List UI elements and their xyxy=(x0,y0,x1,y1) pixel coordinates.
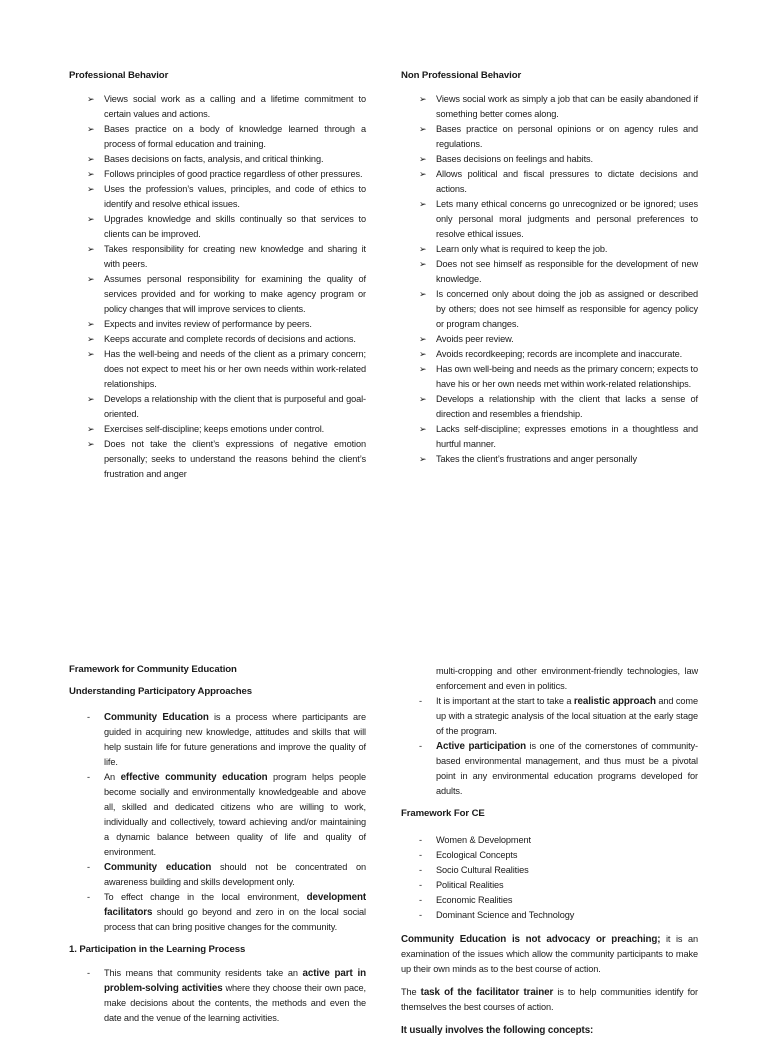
arrow-bullet-icon: ➢ xyxy=(87,334,95,344)
list-item-text: is one of the cornerstones of community-based environmental management, and thus must be a pivotal point in any environmental education programs developed for adults. xyxy=(436,741,698,796)
list-item xyxy=(401,167,698,197)
list-item-text: Socio Cultural Realities xyxy=(436,865,529,875)
arrow-bullet-icon: ➢ xyxy=(419,289,427,299)
list-item-text: Avoids peer review. xyxy=(436,334,514,344)
dash-marker: - xyxy=(87,892,90,902)
bold-term: It usually involves the following concepts: xyxy=(401,1025,594,1036)
dash-marker: - xyxy=(87,772,90,782)
list-item-text: Does not take the client’s expressions of negative emotion personally; seeks to understand the reasons behind the client’s frustration and anger xyxy=(104,439,366,479)
list-item-text: Women & Development xyxy=(436,835,531,845)
arrow-bullet-icon: ➢ xyxy=(419,244,427,254)
arrow-bullet-icon: ➢ xyxy=(87,214,95,224)
list-item xyxy=(401,257,698,287)
concepts-paragraph xyxy=(401,1023,698,1038)
list-item-text: Keeps accurate and complete records of decisions and actions. xyxy=(104,334,356,344)
list-item-text: Learn only what is required to keep the job. xyxy=(436,244,608,254)
arrow-bullet-icon: ➢ xyxy=(419,124,427,134)
arrow-bullet-icon: ➢ xyxy=(419,334,427,344)
dash-marker: - xyxy=(419,865,422,875)
list-item xyxy=(69,122,366,152)
arrow-bullet-icon: ➢ xyxy=(419,454,427,464)
bold-term: Community Education xyxy=(104,712,209,723)
list-item-text: Avoids recordkeeping; records are incomplete and inaccurate. xyxy=(436,349,683,359)
list-item xyxy=(69,966,366,1026)
list-item-text: Uses the profession’s values, principles, and code of ethics to identify and resolve ethical issues. xyxy=(104,184,366,209)
list-item xyxy=(401,848,698,863)
list-item-text: Develops a relationship with the client that lacks a sense of direction and resembles a friendship. xyxy=(436,394,698,419)
list-item xyxy=(401,92,698,122)
list-item-text: Has own well-being and needs as the primary concern; expects to have his or her own needs met within work-related relationships. xyxy=(436,364,698,389)
list-item xyxy=(401,863,698,878)
list-item xyxy=(401,739,698,799)
arrow-bullet-icon: ➢ xyxy=(87,184,95,194)
list-item xyxy=(69,272,366,317)
community-education-column xyxy=(69,664,366,1026)
list-item-text: It is important at the start to take a xyxy=(436,696,574,706)
list-item-text: Bases decisions on facts, analysis, and critical thinking. xyxy=(104,154,324,164)
community-education-list xyxy=(69,710,366,935)
list-item xyxy=(401,287,698,332)
list-item-text: Follows principles of good practice regardless of other pressures. xyxy=(104,169,363,179)
professional-behavior-column xyxy=(69,70,366,482)
list-item-text: Economic Realities xyxy=(436,895,513,905)
non-professional-behavior-heading: Non Professional Behavior xyxy=(401,70,522,81)
list-item-text: Takes the client’s frustrations and anger personally xyxy=(436,454,637,464)
list-item-text: Has the well-being and needs of the client as a primary concern; does not expect to meet his or her own needs within work-related relationships. xyxy=(104,349,366,389)
advocacy-paragraph xyxy=(401,932,698,977)
dash-marker: - xyxy=(419,835,422,845)
list-item xyxy=(69,860,366,890)
professional-behavior-list xyxy=(69,92,366,482)
list-item xyxy=(69,422,366,437)
list-item-text: where they choose their own pace, make decisions about the contents, the methods and even the date and the venue of the learning activities. xyxy=(104,983,366,1023)
arrow-bullet-icon: ➢ xyxy=(419,94,427,104)
list-item xyxy=(401,347,698,362)
list-item xyxy=(69,770,366,860)
bold-term: active part in problem-solving activities xyxy=(104,968,366,994)
participation-heading: 1. Participation in the Learning Process xyxy=(69,944,246,955)
list-item-text: This means that community residents take an xyxy=(104,968,303,978)
arrow-bullet-icon: ➢ xyxy=(419,424,427,434)
list-item-text: Upgrades knowledge and skills continually so that services to clients can be improved. xyxy=(104,214,366,239)
arrow-bullet-icon: ➢ xyxy=(419,394,427,404)
arrow-bullet-icon: ➢ xyxy=(87,394,95,404)
list-item xyxy=(401,197,698,242)
list-item xyxy=(401,833,698,848)
list-item-text: Allows political and fiscal pressures to dictate decisions and actions. xyxy=(436,169,698,194)
list-item-text: Exercises self-discipline; keeps emotions under control. xyxy=(104,424,325,434)
list-item-text: Does not see himself as responsible for the development of new knowledge. xyxy=(436,259,698,284)
list-item-text: multi-cropping and other environment-friendly technologies, law enforcement and even in politics. xyxy=(436,666,698,691)
list-item xyxy=(401,332,698,347)
non-professional-behavior-list xyxy=(401,92,698,467)
participatory-heading: Understanding Participatory Approaches xyxy=(69,686,252,697)
arrow-bullet-icon: ➢ xyxy=(87,274,95,284)
arrow-bullet-icon: ➢ xyxy=(87,124,95,134)
list-item xyxy=(401,122,698,152)
list-item xyxy=(69,437,366,482)
arrow-bullet-icon: ➢ xyxy=(87,424,95,434)
list-item xyxy=(69,167,366,182)
list-item xyxy=(401,694,698,739)
arrow-bullet-icon: ➢ xyxy=(87,169,95,179)
arrow-bullet-icon: ➢ xyxy=(87,154,95,164)
arrow-bullet-icon: ➢ xyxy=(419,349,427,359)
dash-marker: - xyxy=(419,895,422,905)
list-item xyxy=(69,392,366,422)
dash-marker: - xyxy=(419,696,422,706)
arrow-bullet-icon: ➢ xyxy=(87,94,95,104)
list-item-text: Assumes personal responsibility for examining the quality of services provided and for working to make agency program or policy changes that will improve services to clients. xyxy=(104,274,366,314)
dash-marker: - xyxy=(419,741,422,751)
list-item xyxy=(401,878,698,893)
bold-term: Community Education is not advocacy or preaching; xyxy=(401,934,661,945)
framework-ce-list xyxy=(401,833,698,923)
paragraph-text: is to help communities identify for themselves the best courses of action. xyxy=(401,987,698,1012)
list-item-text: Bases decisions on feelings and habits. xyxy=(436,154,593,164)
bold-term: Active participation xyxy=(436,741,526,752)
list-item-text: Lacks self-discipline; expresses emotions in a thoughtless and hurtful manner. xyxy=(436,424,698,449)
list-item-text: Political Realities xyxy=(436,880,504,890)
arrow-bullet-icon: ➢ xyxy=(87,439,95,449)
paragraph-text: it is an examination of the issues which allow the community participants to make up their own minds as to the best course of action. xyxy=(401,934,698,974)
list-item-text: is a process where participants are guided in acquiring new knowledge, attitudes and skills that will help sustain life for future generations and improve the quality of life. xyxy=(104,712,366,767)
bold-term: task of the facilitator trainer xyxy=(420,987,554,998)
list-item xyxy=(401,422,698,452)
list-item-text: should not be concentrated on awareness building and skills development only. xyxy=(104,862,366,887)
list-item xyxy=(401,392,698,422)
arrow-bullet-icon: ➢ xyxy=(419,199,427,209)
list-item xyxy=(401,908,698,923)
list-item-text: Develops a relationship with the client that is purposeful and goal-oriented. xyxy=(104,394,366,419)
list-item-text: Views social work as a calling and a lifetime commitment to certain values and actions. xyxy=(104,94,366,119)
arrow-bullet-icon: ➢ xyxy=(419,364,427,374)
list-item-text: Expects and invites review of performance by peers. xyxy=(104,319,312,329)
list-item xyxy=(401,242,698,257)
bold-term: development facilitators xyxy=(104,892,366,918)
list-item-text: should go beyond and zero in on the local social process that can bring positive changes for the community. xyxy=(104,907,366,932)
list-item xyxy=(401,893,698,908)
list-item xyxy=(401,362,698,392)
list-item xyxy=(69,317,366,332)
list-item xyxy=(69,347,366,392)
list-item-continuation xyxy=(401,664,698,694)
list-item-text: Views social work as simply a job that can be easily abandoned if something better comes along. xyxy=(436,94,698,119)
dash-marker: - xyxy=(419,910,422,920)
list-item-text: Dominant Science and Technology xyxy=(436,910,575,920)
list-item-text: Takes responsibility for creating new knowledge and sharing it with peers. xyxy=(104,244,366,269)
list-item xyxy=(401,452,698,467)
bold-term: Community education xyxy=(104,862,212,873)
bold-term: realistic approach xyxy=(573,696,656,707)
list-item-text: program helps people become socially and environmentally knowledgeable and above all, skilled and dedicated citizens who are willing to work, individually and collectively, toward achieving and/or maintaining a dynamic balance between quality of life and quality of environment. xyxy=(104,772,366,857)
framework-ce-column xyxy=(401,664,698,1046)
dash-marker: - xyxy=(87,968,90,978)
professional-behavior-heading: Professional Behavior xyxy=(69,70,169,81)
non-professional-behavior-column xyxy=(401,70,698,467)
list-item xyxy=(69,242,366,272)
dash-marker: - xyxy=(87,712,90,722)
list-item-text: Ecological Concepts xyxy=(436,850,518,860)
arrow-bullet-icon: ➢ xyxy=(419,169,427,179)
list-item xyxy=(69,92,366,122)
arrow-bullet-icon: ➢ xyxy=(87,319,95,329)
list-item-text: To effect change in the local environment, xyxy=(104,892,307,902)
arrow-bullet-icon: ➢ xyxy=(87,244,95,254)
list-item-text: Bases practice on personal opinions or on agency rules and regulations. xyxy=(436,124,698,149)
dash-marker: - xyxy=(419,880,422,890)
participation-list xyxy=(69,966,366,1026)
list-item-text: and come up with a strategic analysis of the local situation at the early stage of the program. xyxy=(436,696,698,736)
continuation-list xyxy=(401,664,698,799)
paragraph-text: The xyxy=(401,987,421,997)
list-item xyxy=(69,152,366,167)
list-item-text: Is concerned only about doing the job as assigned or described by others; does not see himself as responsible for agency policy or program changes. xyxy=(436,289,698,329)
list-item xyxy=(69,332,366,347)
list-item-text: An xyxy=(104,772,121,782)
arrow-bullet-icon: ➢ xyxy=(419,259,427,269)
list-item xyxy=(69,212,366,242)
list-item-text: Bases practice on a body of knowledge learned through a process of formal education and training. xyxy=(104,124,366,149)
facilitator-paragraph xyxy=(401,985,698,1015)
list-item-text: Lets many ethical concerns go unrecognized or be ignored; uses only personal moral judgments and personal preferences to resolve ethical issues. xyxy=(436,199,698,239)
list-item xyxy=(69,182,366,212)
framework-ce-heading: Framework For CE xyxy=(401,808,485,819)
list-item xyxy=(401,152,698,167)
arrow-bullet-icon: ➢ xyxy=(87,349,95,359)
list-item xyxy=(69,890,366,935)
framework-heading: Framework for Community Education xyxy=(69,664,237,675)
dash-marker: - xyxy=(87,862,90,872)
list-item xyxy=(69,710,366,770)
bold-term: effective community education xyxy=(120,772,268,783)
arrow-bullet-icon: ➢ xyxy=(419,154,427,164)
dash-marker: - xyxy=(419,850,422,860)
